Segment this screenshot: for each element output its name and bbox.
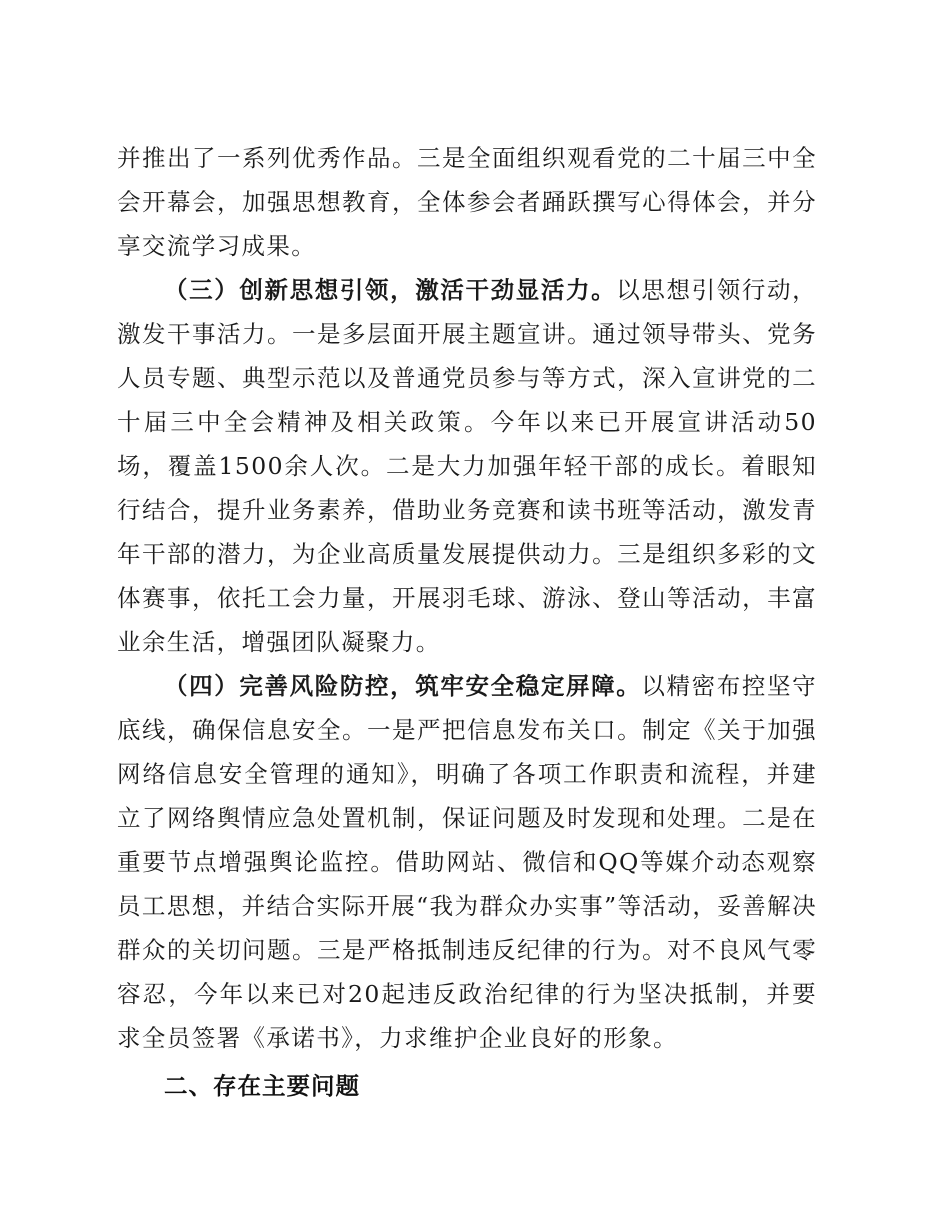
document-body xyxy=(117,136,817,1112)
section-heading-problems: 二、存在主要问题 xyxy=(164,1072,360,1100)
paragraph-section-4 xyxy=(117,664,817,1060)
paragraph-continuation: 并推出了一系列优秀作品。三是全面组织观看党的二十届三中全会开幕会，加强思想教育，全体参会者踊跃撰写心得体会，并分享交流学习成果。 xyxy=(117,144,817,260)
section-4-heading: （四）完善风险防控，筑牢安全稳定屏障。 xyxy=(164,672,642,700)
section-4-body: 以精密布控坚守底线，确保信息安全。一是严把信息发布关口。制定《关于加强网络信息安全管理的通知》，明确了各项工作职责和流程，并建立了网络舆情应急处置机制，保证问题及时发现和处理。二是在重要节点增强舆论监控。借助网站、微信和QQ等媒介动态观察员工思想，并结合实际开展“我为群众办实事”等活动，妥善解决群众的关切问题。三是严格抵制违反纪律的行为。对不良风气零容忍，今年以来已对20起违反政治纪律的行为坚决抵制，并要求全员签署《承诺书》，力求维护企业良好的形象。 xyxy=(117,672,817,1052)
paragraph-section-3 xyxy=(117,268,817,664)
section-3-body: 以思想引领行动，激发干事活力。一是多层面开展主题宣讲。通过领导带头、党务人员专题、典型示范以及普通党员参与等方式，深入宣讲党的二十届三中全会精神及相关政策。今年以来已开展宣讲活动50场，覆盖1500余人次。二是大力加强年轻干部的成长。着眼知行结合，提升业务素养，借助业务竞赛和读书班等活动，激发青年干部的潜力，为企业高质量发展提供动力。三是组织多彩的文体赛事，依托工会力量，开展羽毛球、游泳、登山等活动，丰富业余生活，增强团队凝聚力。 xyxy=(117,276,818,656)
section-3-heading: （三）创新思想引领，激活干劲显活力。 xyxy=(164,276,617,304)
